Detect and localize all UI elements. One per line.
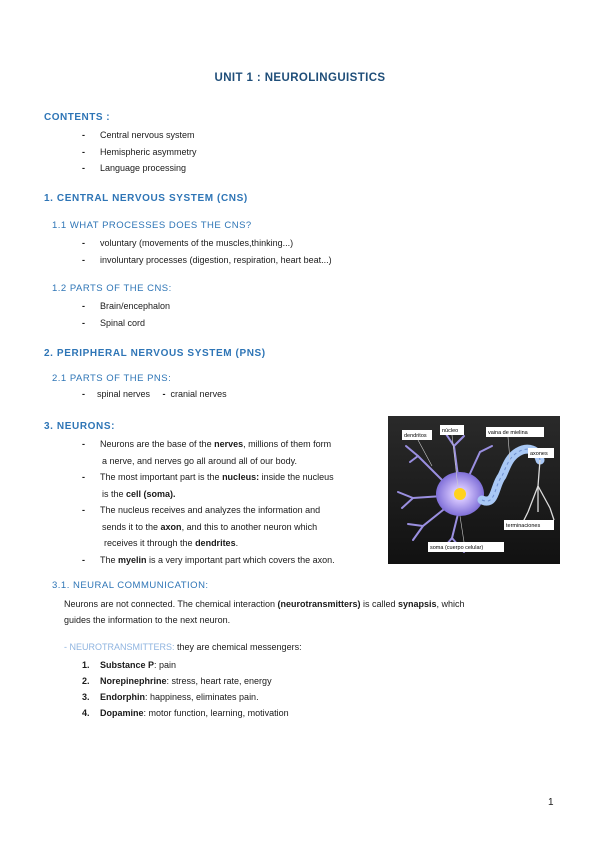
section-1-1-heading: 1.1 WHAT PROCESSES DOES THE CNS? bbox=[52, 220, 252, 231]
section-1-heading: 1. CENTRAL NERVOUS SYSTEM (CNS) bbox=[44, 193, 248, 204]
label-axones: axones bbox=[530, 451, 548, 457]
neuron-illustration bbox=[388, 416, 560, 564]
list-item: - involuntary processes (digestion, respiration, heart beat...) bbox=[82, 252, 332, 269]
label-soma: soma (cuerpo celular) bbox=[430, 545, 484, 551]
cns-parts-list bbox=[82, 298, 170, 331]
page-number: 1 bbox=[548, 797, 554, 808]
list-item: - Neurons are the base of the nerves, millions of them form a nerve, and nerves go all around all of our body. bbox=[82, 436, 382, 469]
synapsis-paragraph: Neurons are not connected. The chemical interaction (neurotransmitters) is called synapsis, which guides the information to the next neuron. bbox=[64, 599, 465, 625]
list-item: - The nucleus receives and analyzes the information and sends it to the axon, and this to another neuron which receives it through the dendrites. bbox=[82, 502, 382, 552]
page-title: UNIT 1 : NEUROLINGUISTICS bbox=[214, 72, 386, 84]
section-2-1-heading: 2.1 PARTS OF THE PNS: bbox=[52, 373, 172, 384]
list-item: - Brain/encephalon bbox=[82, 298, 170, 315]
list-item: 1. Substance P: pain bbox=[82, 660, 177, 670]
list-item: - Spinal cord bbox=[82, 315, 170, 332]
list-item: - Central nervous system bbox=[82, 127, 197, 144]
neuron-diagram bbox=[388, 416, 560, 564]
pns-parts-line: - spinal nerves - cranial nerves bbox=[82, 389, 227, 399]
label-vaina: vaina de mielina bbox=[488, 430, 528, 436]
label-terminaciones: terminaciones bbox=[506, 523, 541, 529]
label-dendritos: dendritos bbox=[404, 433, 427, 439]
list-item: - Hemispheric asymmetry bbox=[82, 144, 197, 161]
neurotransmitters-intro: - NEUROTRANSMITTERS: they are chemical messengers: bbox=[64, 642, 302, 652]
contents-list bbox=[82, 127, 197, 177]
list-item: - voluntary (movements of the muscles,thinking...) bbox=[82, 235, 332, 252]
neurons-list bbox=[82, 436, 382, 568]
section-2-heading: 2. PERIPHERAL NERVOUS SYSTEM (PNS) bbox=[44, 348, 266, 359]
list-item: - Language processing bbox=[82, 160, 197, 177]
list-item: - The myelin is a very important part which covers the axon. bbox=[82, 552, 382, 569]
pns-part-cranial: cranial nerves bbox=[170, 389, 227, 399]
list-item: 2. Norepinephrine: stress, heart rate, energy bbox=[82, 676, 272, 686]
list-item: 4. Dopamine: motor function, learning, motivation bbox=[82, 708, 289, 718]
section-3-1-heading: 3.1. NEURAL COMMUNICATION: bbox=[52, 580, 209, 591]
list-item: - The most important part is the nucleus: inside the nucleus is the cell (soma). bbox=[82, 469, 382, 502]
neurotransmitters-list bbox=[82, 657, 289, 721]
list-item: 3. Endorphin: happiness, eliminates pain. bbox=[82, 692, 259, 702]
neurotransmitters-label: - NEUROTRANSMITTERS: bbox=[64, 642, 175, 652]
section-3-heading: 3. NEURONS: bbox=[44, 421, 116, 432]
label-nucleo: núcleo bbox=[442, 428, 459, 434]
contents-heading: CONTENTS : bbox=[44, 112, 111, 123]
section-1-2-heading: 1.2 PARTS OF THE CNS: bbox=[52, 283, 172, 294]
pns-part-spinal: spinal nerves bbox=[97, 389, 151, 399]
cns-processes-list bbox=[82, 235, 332, 268]
